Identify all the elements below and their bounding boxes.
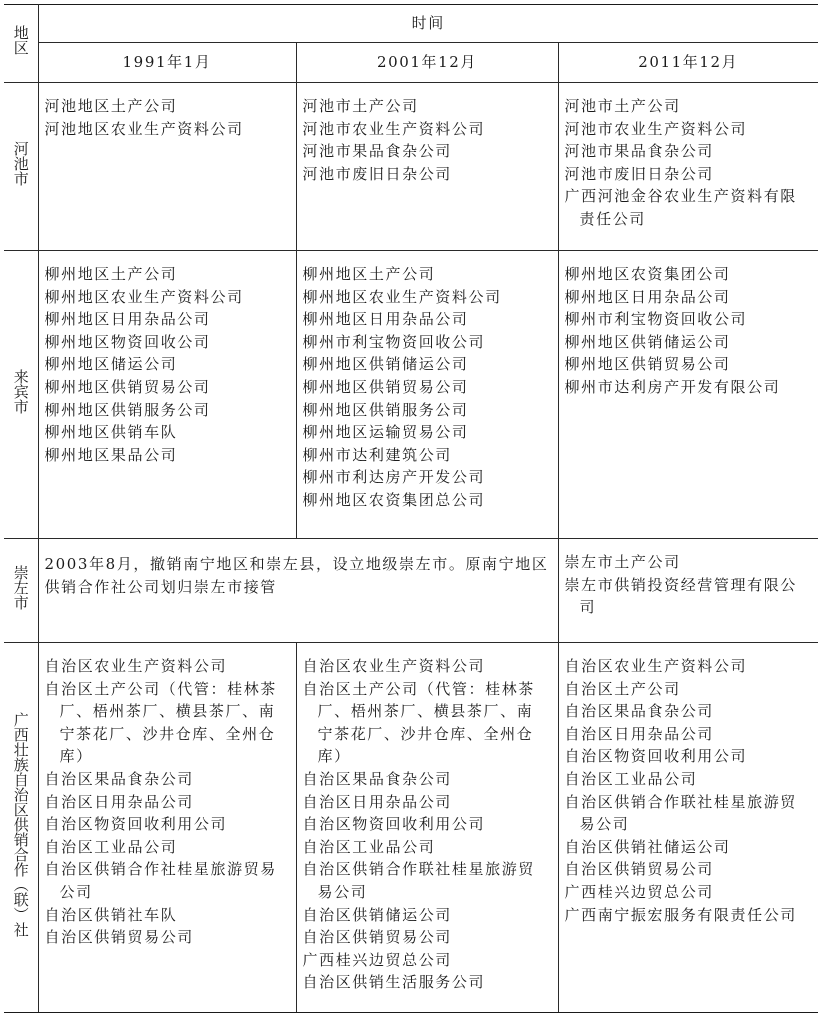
list-item: 自治区果品食杂公司 xyxy=(564,702,714,721)
company-list-cell xyxy=(558,539,818,643)
list-item: 崇左市土产公司 xyxy=(564,553,681,571)
list-item: 柳州地区供销储运公司 xyxy=(302,355,469,374)
list-item: 自治区日用杂品公司 xyxy=(302,792,452,811)
list-item: 柳州地区日用杂品公司 xyxy=(44,310,211,329)
list-item: 柳州地区土产公司 xyxy=(44,265,178,283)
list-item: 柳州地区储运公司 xyxy=(44,355,178,374)
list-item: 自治区供销社储运公司 xyxy=(564,837,731,856)
list-item: 柳州地区供销储运公司 xyxy=(564,332,731,351)
list-item: 河池市废旧日杂公司 xyxy=(302,164,452,183)
list-item: 柳州地区农业生产资料公司 xyxy=(44,287,244,306)
table-row xyxy=(4,83,818,251)
list-item: 柳州地区物资回收公司 xyxy=(44,332,211,351)
list-item: 柳州地区农业生产资料公司 xyxy=(302,287,502,306)
list-item: 自治区供销贸易公司 xyxy=(564,860,714,879)
company-list-cell xyxy=(38,251,296,539)
list-item: 河池市果品食杂公司 xyxy=(302,142,452,161)
region-note: 2003年8月，撤销南宁地区和崇左县，设立地级崇左市。原南宁地区供销合作社公司划归崇左市接管 xyxy=(44,555,549,596)
list-item: 自治区工业品公司 xyxy=(44,837,178,856)
list-item: 柳州地区供销贸易公司 xyxy=(302,377,469,396)
list-item: 柳州地区土产公司 xyxy=(302,265,436,283)
list-item: 自治区供销合作社桂星旅游贸易公司 xyxy=(44,860,277,901)
period-header-2011: 2011年12月 xyxy=(558,43,818,83)
list-item: 柳州地区供销贸易公司 xyxy=(564,355,731,374)
list-item: 柳州地区供销服务公司 xyxy=(302,400,469,419)
region-header: 地区 xyxy=(11,25,30,56)
list-item: 自治区土产公司（代管：桂林茶厂、梧州茶厂、横县茶厂、南宁茶花厂、沙井仓库、全州仓库） xyxy=(44,679,277,766)
list-item: 柳州地区农资集团公司 xyxy=(564,265,731,283)
region-name: 来宾市 xyxy=(11,368,30,414)
list-item: 自治区供销合作联社桂星旅游贸易公司 xyxy=(564,792,797,834)
period-header-2001: 2001年12月 xyxy=(296,43,558,83)
list-item: 河池市废旧日杂公司 xyxy=(564,164,714,183)
region-cell xyxy=(4,251,38,539)
header-row xyxy=(4,5,818,43)
list-item: 河池市农业生产资料公司 xyxy=(564,119,748,138)
list-item: 自治区物资回收利用公司 xyxy=(302,815,486,834)
list-item: 河池市土产公司 xyxy=(302,97,419,115)
list-item: 柳州市利宝物资回收公司 xyxy=(564,310,748,329)
list-item: 自治区土产公司 xyxy=(564,679,681,698)
region-cell xyxy=(4,539,38,643)
list-item: 广西河池金谷农业生产资料有限责任公司 xyxy=(564,187,797,228)
table-row xyxy=(4,251,818,539)
list-item: 河池地区农业生产资料公司 xyxy=(44,119,244,138)
list-item: 柳州地区运输贸易公司 xyxy=(302,423,469,442)
region-name: 河池市 xyxy=(11,140,30,186)
list-item: 自治区供销社车队 xyxy=(44,905,178,924)
company-list-cell xyxy=(38,643,296,1013)
list-item: 柳州地区日用杂品公司 xyxy=(302,310,469,329)
list-item: 自治区果品食杂公司 xyxy=(302,769,452,788)
region-cell xyxy=(4,643,38,1013)
company-list-cell xyxy=(558,251,818,539)
time-header: 时间 xyxy=(411,14,445,33)
list-item: 柳州地区果品公司 xyxy=(44,445,178,464)
list-item: 自治区农业生产资料公司 xyxy=(564,657,748,675)
list-item: 河池市土产公司 xyxy=(564,97,681,115)
list-item: 广西桂兴边贸总公司 xyxy=(302,950,452,969)
list-item: 自治区日用杂品公司 xyxy=(44,792,194,811)
list-item: 自治区土产公司（代管：桂林茶厂、梧州茶厂、横县茶厂、南宁茶花厂、沙井仓库、全州仓库） xyxy=(302,679,535,766)
list-item: 自治区农业生产资料公司 xyxy=(44,657,228,675)
list-item: 自治区供销生活服务公司 xyxy=(302,973,486,992)
list-item: 柳州市利达房产开发公司 xyxy=(302,468,486,487)
list-item: 自治区供销贸易公司 xyxy=(302,928,452,947)
list-item: 自治区工业品公司 xyxy=(564,769,698,788)
table-row xyxy=(4,539,818,643)
company-list-cell xyxy=(296,83,558,251)
table-row xyxy=(4,643,818,1013)
list-item: 崇左市供销投资经营管理有限公司 xyxy=(564,575,797,617)
company-list-cell xyxy=(558,643,818,1013)
period-header-row xyxy=(4,43,818,83)
list-item: 河池市果品食杂公司 xyxy=(564,142,714,161)
list-item: 柳州市达利房产开发有限公司 xyxy=(564,377,781,396)
list-item: 柳州地区供销车队 xyxy=(44,423,178,442)
region-header-cell xyxy=(4,5,38,83)
list-item: 自治区日用杂品公司 xyxy=(564,724,714,743)
list-item: 广西桂兴边贸总公司 xyxy=(564,882,714,901)
region-name: 广西壮族自治区供销合作︵联︶社 xyxy=(11,711,30,937)
time-header-cell xyxy=(38,5,818,43)
company-table xyxy=(4,4,818,1013)
company-list-cell xyxy=(558,83,818,251)
list-item: 柳州地区日用杂品公司 xyxy=(564,287,731,306)
region-cell xyxy=(4,83,38,251)
list-item: 自治区物资回收利用公司 xyxy=(44,815,228,834)
list-item: 自治区工业品公司 xyxy=(302,837,436,856)
list-item: 自治区供销储运公司 xyxy=(302,905,452,924)
list-item: 柳州地区农资集团总公司 xyxy=(302,490,486,509)
list-item: 自治区果品食杂公司 xyxy=(44,769,194,788)
company-list-cell xyxy=(296,643,558,1013)
list-item: 自治区物资回收利用公司 xyxy=(564,747,748,766)
list-item: 广西南宁振宏服务有限责任公司 xyxy=(564,905,797,924)
list-item: 柳州地区供销服务公司 xyxy=(44,400,211,419)
note-cell xyxy=(38,539,558,643)
list-item: 自治区供销合作联社桂星旅游贸易公司 xyxy=(302,860,535,901)
company-list-cell xyxy=(38,83,296,251)
region-name: 崇左市 xyxy=(11,564,30,610)
list-item: 河池市农业生产资料公司 xyxy=(302,119,486,138)
company-list-cell xyxy=(296,251,558,539)
list-item: 自治区供销贸易公司 xyxy=(44,928,194,947)
list-item: 柳州地区供销贸易公司 xyxy=(44,377,211,396)
period-header-1991: 1991年1月 xyxy=(38,43,296,83)
list-item: 河池地区土产公司 xyxy=(44,97,178,115)
list-item: 柳州市利宝物资回收公司 xyxy=(302,332,486,351)
list-item: 自治区农业生产资料公司 xyxy=(302,657,486,675)
list-item: 柳州市达利建筑公司 xyxy=(302,445,452,464)
